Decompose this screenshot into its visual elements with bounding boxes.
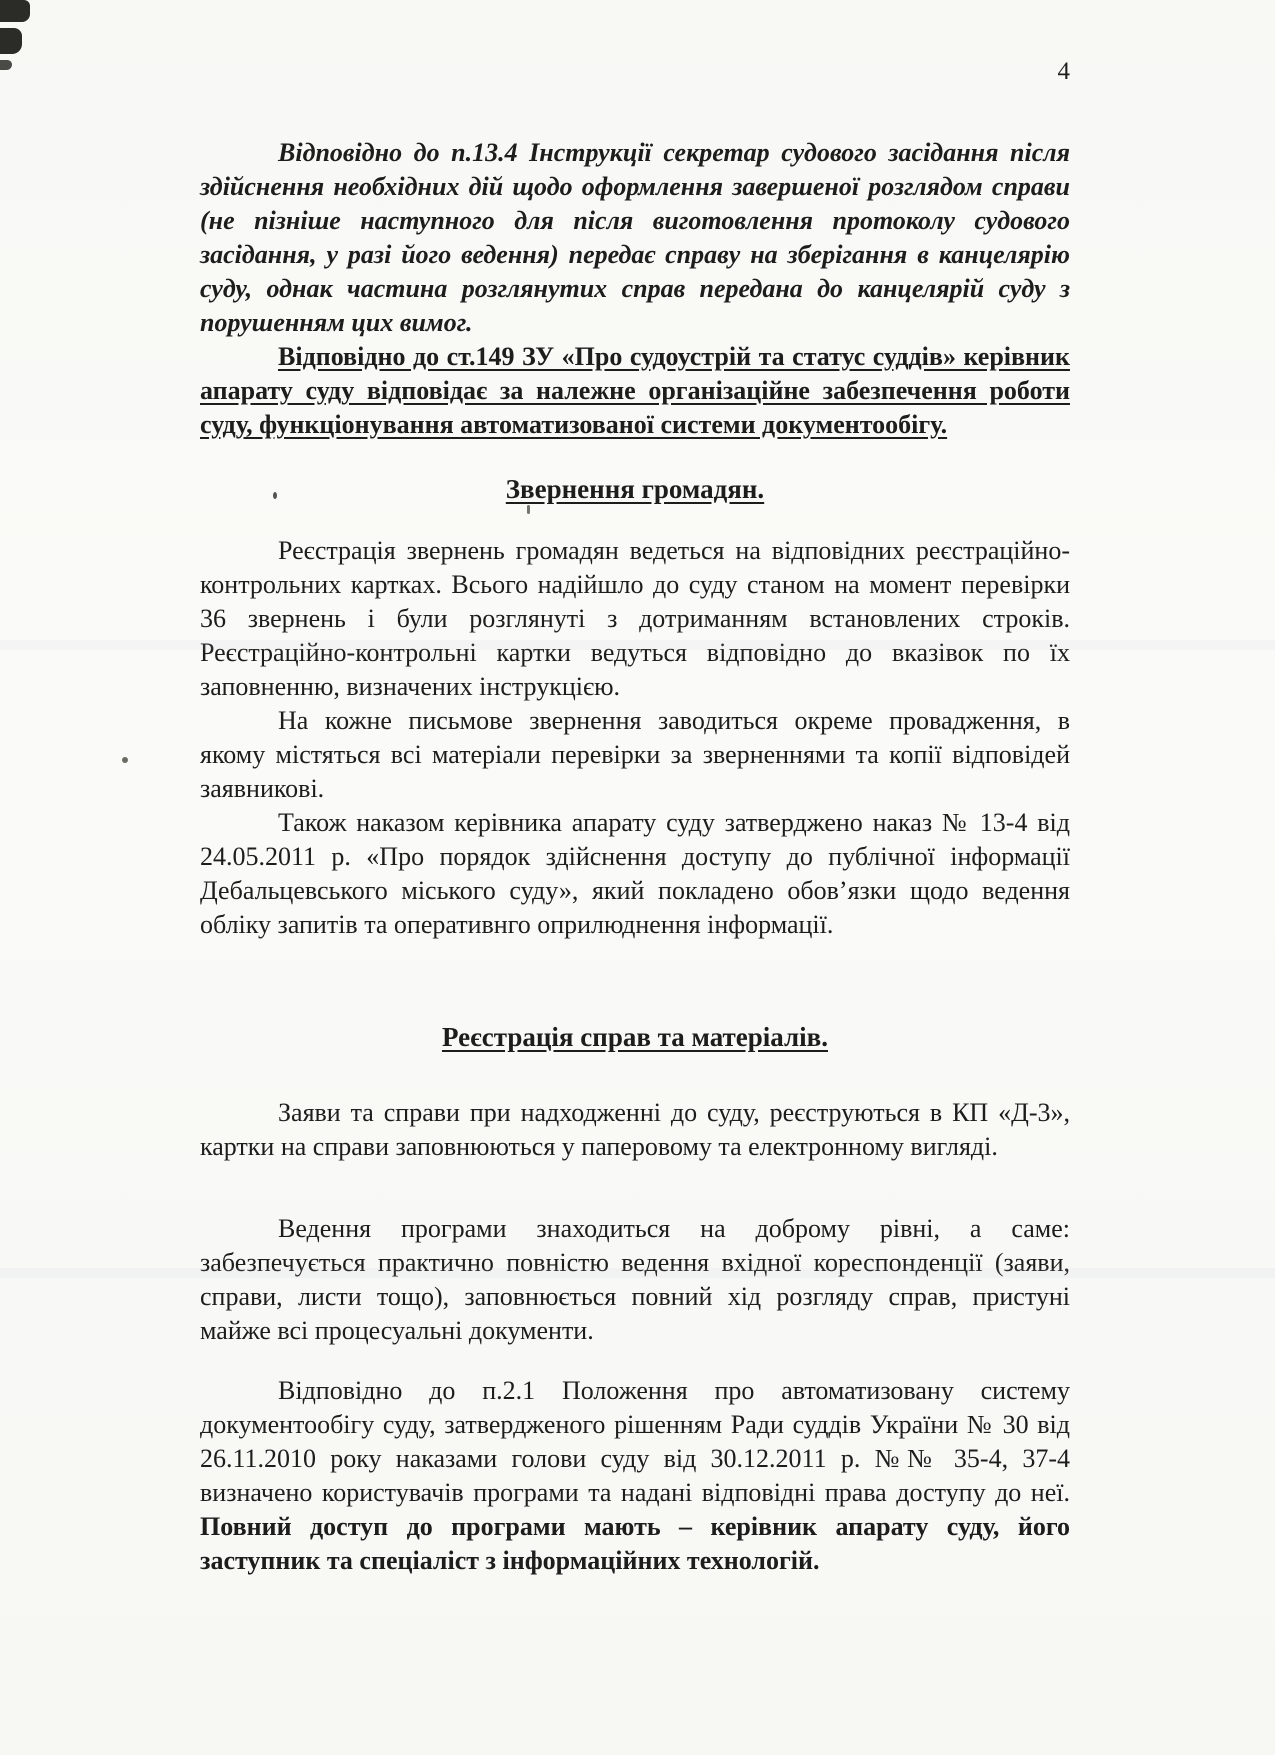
document-content [200,0,1070,1578]
paragraph-appeals-registration: Реєстрація звернень громадян ведеться на відповідних реєстраційно-контрольних картках. Всього надійшло до суду станом на момент перевірки 36 звернень і були розглянуті з дотриманням встановлених строків. Реєстраційно-контрольні картки ведуться відповідно до вказівок по їх заповненню, визначених інструкцією. [200,536,1070,701]
paragraph-access-rights-bold: Повний доступ до програми мають – керівник апарату суду, його заступник та спеціаліст з інформаційних технологій. [200,1512,1070,1575]
scan-artifact-corner-mark [0,0,30,22]
section-heading-case-registration [200,1020,1070,1054]
paragraph-case-intake: Заяви та справи при надходженні до суду, реєструються в КП «Д-3», картки на справи заповнюються у паперовому та електронному вигляді. [200,1098,1070,1161]
paragraph-instruction-13-4: Відповідно до п.13.4 Інструкції секретар судового засідання після здійснення необхідних дій щодо оформлення завершеної розглядом справи (не пізніше наступного для після виготовлення протоколу судового засідання, у разі його ведення) передає справу на зберігання в канцелярію суду, однак частина розглянутих справ передана до канцелярій суду з порушенням цих вимог. [200,138,1070,337]
paragraph-access-rights [200,1374,1070,1578]
scan-artifact-speck [527,505,530,514]
scan-artifact-corner-mark [0,28,22,54]
paragraph-access-rights-normal: Відповідно до п.2.1 Положення про автоматизовану систему документообігу суду, затвердженого рішенням Ради суддів України № 30 від 26.11.2010 року наказами голови суду від 30.12.2011 р. №№ 35-4, 37-4 визначено користувачів програми та надані відповідні права доступу до неї. [200,1376,1070,1507]
paragraph-program-maintenance: Ведення програми знаходиться на доброму рівні, а саме: забезпечується практично повністю ведення вхідної кореспонденції (заяви, справи, листи тощо), заповнюється повний хід розгляду справ, пристуні майже всі процесуальні документи. [200,1214,1070,1345]
section-heading-citizens-appeals [200,472,1070,506]
section-heading-case-registration-text: Реєстрація справ та матеріалів. [441,1022,828,1052]
paragraph-law-149: Відповідно до ст.149 ЗУ «Про судоустрій та статус суддів» керівник апарату суду відповідає за належне організаційне забезпечення роботи суду, функціонування автоматизованої системи документообігу. [200,342,1070,439]
page-number: 4 [1057,58,1070,85]
paragraph-appeals-proceedings: На кожне письмове звернення заводиться окреме провадження, в якому містяться всі матеріали перевірки за зверненнями та копії відповідей заявникові. [200,706,1070,803]
paragraph-public-info-order: Також наказом керівника апарату суду затверджено наказ № 13-4 від 24.05.2011 р. «Про порядок здійснення доступу до публічної інформації Дебальцевського міського суду», який покладено обов’язки щодо ведення обліку запитів та оперативнго оприлюднення інформації. [200,808,1070,939]
scan-artifact-speck [273,492,277,499]
scan-artifact-corner-mark [0,60,12,70]
scan-artifact-speck [122,757,128,763]
section-heading-citizens-appeals-text: Звернення громадян. [505,474,765,504]
